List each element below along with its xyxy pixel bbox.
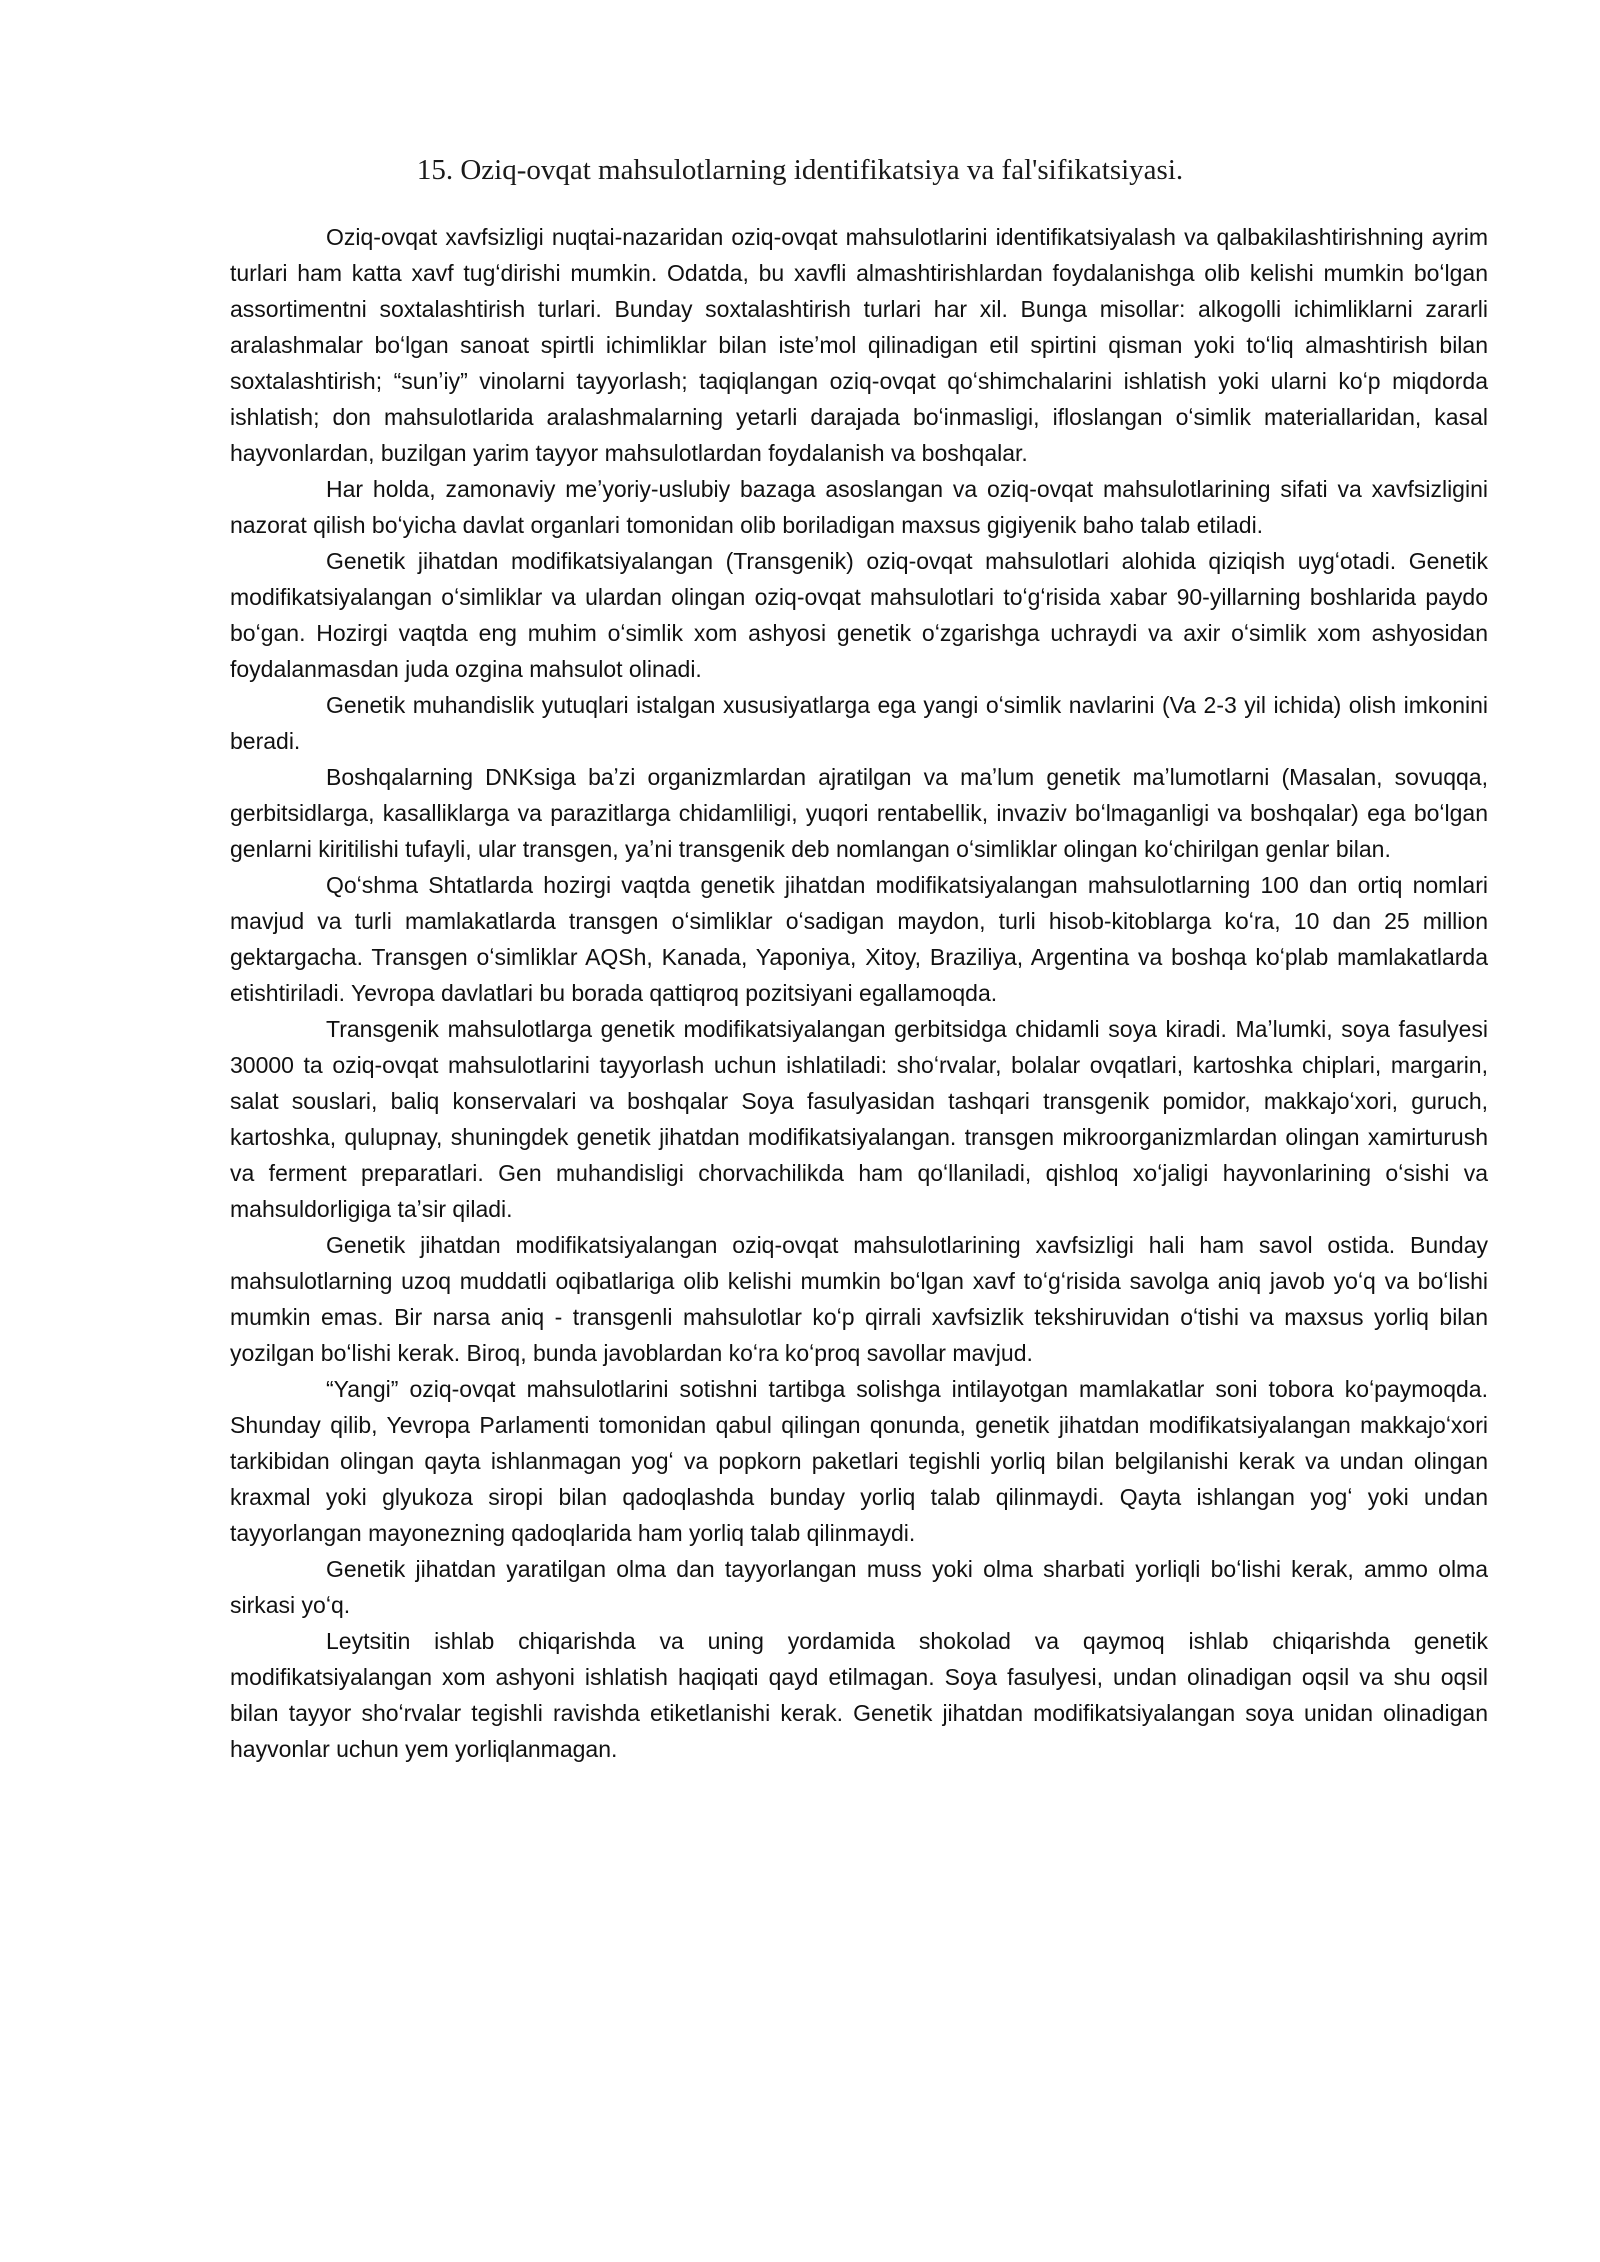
document-title: 15. Oziq-ovqat mahsulotlarning identifikatsiya va fal'sifikatsiyasi. — [416, 154, 1184, 186]
paragraph: Har holda, zamonaviy meʼyoriy-uslubiy bazaga asoslangan va oziq-ovqat mahsulotlarining sifati va xavfsizligini nazorat qilish boʻyicha davlat organlari tomonidan olib boriladigan maxsus gigiyenik baho talab etiladi. — [230, 476, 1488, 538]
document-body — [230, 219, 1488, 1767]
paragraph: Boshqalarning DNKsiga baʼzi organizmlardan ajratilgan va maʼlum genetik maʼlumotlarni (Masalan, sovuqqa, gerbitsidlarga, kasalliklarga va parazitlarga chidamliligi, yuqori rentabellik, invaziv boʻlmaganligi va boshqalar) ega boʻlgan genlarni kiritilishi tufayli, ular transgen, yaʼni transgenik deb nomlangan oʻsimliklar olingan koʻchirilgan genlar bilan. — [230, 764, 1488, 862]
paragraph: Genetik jihatdan yaratilgan olma dan tayyorlangan muss yoki olma sharbati yorliqli boʻlishi kerak, ammo olma sirkasi yoʻq. — [230, 1556, 1488, 1618]
paragraph: Genetik muhandislik yutuqlari istalgan xususiyatlarga ega yangi oʻsimlik navlarini (Va 2-3 yil ichida) olish imkonini beradi. — [230, 692, 1488, 754]
paragraph: Leytsitin ishlab chiqarishda va uning yordamida shokolad va qaymoq ishlab chiqarishda genetik modifikatsiyalangan xom ashyoni ishlatish haqiqati qayd etilmagan. Soya fasulyesi, undan olinadigan oqsil va shu oqsil bilan tayyor shoʻrvalar tegishli ravishda etiketlanishi kerak. Genetik jihatdan modifikatsiyalangan soya unidan olinadigan hayvonlar uchun yem yorliqlanmagan. — [230, 1628, 1488, 1762]
paragraph: Genetik jihatdan modifikatsiyalangan (Transgenik) oziq-ovqat mahsulotlari alohida qiziqish uygʻotadi. Genetik modifikatsiyalangan oʻsimliklar va ulardan olingan oziq-ovqat mahsulotlari toʻgʻrisida xabar 90-yillarning boshlarida paydo boʻgan. Hozirgi vaqtda eng muhim oʻsimlik xom ashyosi genetik oʻzgarishga uchraydi va axir oʻsimlik xom ashyosidan foydalanmasdan juda ozgina mahsulot olinadi. — [230, 548, 1488, 682]
paragraph: Qoʻshma Shtatlarda hozirgi vaqtda genetik jihatdan modifikatsiyalangan mahsulotlarning 100 dan ortiq nomlari mavjud va turli mamlakatlarda transgen oʻsimliklar oʻsadigan maydon, turli hisob-kitoblarga koʻra, 10 dan 25 million gektargacha. Transgen oʻsimliklar AQSh, Kanada, Yaponiya, Xitoy, Braziliya, Argentina va boshqa koʻplab mamlakatlarda etishtiriladi. Yevropa davlatlari bu borada qattiqroq pozitsiyani egallamoqda. — [230, 872, 1488, 1006]
paragraph: Genetik jihatdan modifikatsiyalangan oziq-ovqat mahsulotlarining xavfsizligi hali ham savol ostida. Bunday mahsulotlarning uzoq muddatli oqibatlariga olib kelishi mumkin boʻlgan xavf toʻgʻrisida savolga aniq javob yoʻq va boʻlishi mumkin emas. Bir narsa aniq - transgenli mahsulotlar koʻp qirrali xavfsizlik tekshiruvidan oʻtishi va maxsus yorliq bilan yozilgan boʻlishi kerak. Biroq, bunda javoblardan koʻra koʻproq savollar mavjud. — [230, 1232, 1488, 1366]
paragraph: “Yangi” oziq-ovqat mahsulotlarini sotishni tartibga solishga intilayotgan mamlakatlar soni tobora koʻpaymoqda. Shunday qilib, Yevropa Parlamenti tomonidan qabul qilingan qonunda, genetik jihatdan modifikatsiyalangan makkajoʻxori tarkibidan olingan qayta ishlanmagan yogʻ va popkorn paketlari tegishli yorliq bilan belgilanishi kerak va undan olingan kraxmal yoki glyukoza siropi bilan qadoqlashda bunday yorliq talab qilinmaydi. Qayta ishlangan yogʻ yoki undan tayyorlangan mayonezning qadoqlarida ham yorliq talab qilinmaydi. — [230, 1376, 1488, 1546]
paragraph: Transgenik mahsulotlarga genetik modifikatsiyalangan gerbitsidga chidamli soya kiradi. Maʼlumki, soya fasulyesi 30000 ta oziq-ovqat mahsulotlarini tayyorlash uchun ishlatiladi: shoʻrvalar, bolalar ovqatlari, kartoshka chiplari, margarin, salat souslari, baliq konservalari va boshqalar Soya fasulyasidan tashqari transgenik pomidor, makkajoʻxori, guruch, kartoshka, qulupnay, shuningdek genetik jihatdan modifikatsiyalangan. transgen mikroorganizmlardan olingan xamirturush va ferment preparatlari. Gen muhandisligi chorvachilikda ham qoʻllaniladi, qishloq xoʻjaligi hayvonlarining oʻsishi va mahsuldorligiga taʼsir qiladi. — [230, 1016, 1488, 1222]
paragraph: Oziq-ovqat xavfsizligi nuqtai-nazaridan oziq-ovqat mahsulotlarini identifikatsiyalash va qalbakilashtirishning ayrim turlari ham katta xavf tugʻdirishi mumkin. Odatda, bu xavfli almashtirishlardan foydalanishga olib kelishi mumkin boʻlgan assortimentni soxtalashtirish turlari. Bunday soxtalashtirish turlari har xil. Bunga misollar: alkogolli ichimliklarni zararli aralashmalar boʻlgan sanoat spirtli ichimliklar bilan isteʼmol qilinadigan etil spirtini qisman yoki toʻliq almashtirish bilan soxtalashtirish; “sunʼiy” vinolarni tayyorlash; taqiqlangan oziq-ovqat qoʻshimchalarini ishlatish yoki ularni koʻp miqdorda ishlatish; don mahsulotlarida aralashmalarning yetarli darajada boʻinmasligi, ifloslangan oʻsimlik materiallaridan, kasal hayvonlardan, buzilgan yarim tayyor mahsulotlardan foydalanish va boshqalar. — [230, 224, 1488, 466]
